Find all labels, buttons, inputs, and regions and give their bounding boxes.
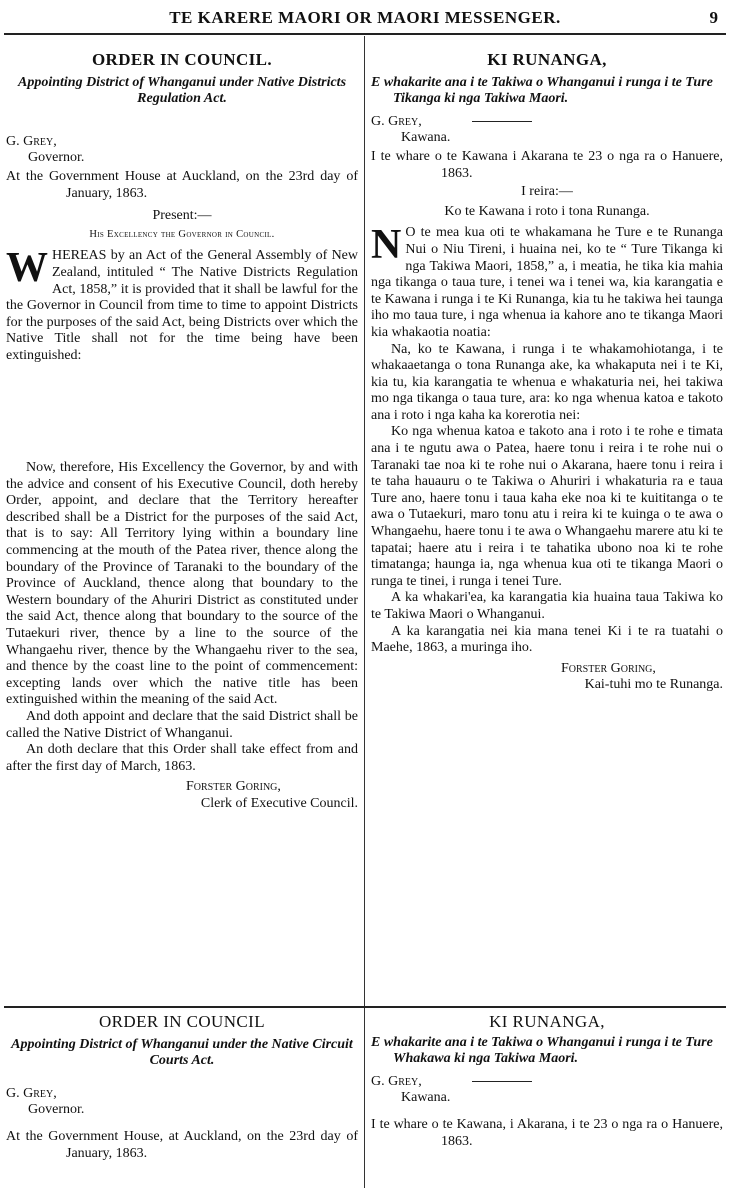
- newspaper-title: TE KARERE MAORI OR MAORI MESSENGER.: [169, 8, 561, 27]
- right-order1-effect: A ka karangatia nei kia mana tenei Ki i te ra tuatahi o Maehe, 1863, a muringa iho.: [371, 623, 723, 656]
- left-order1-effect: An doth declare that this Order shall take effect from and after the first day of March, 1863.: [6, 742, 358, 774]
- right-order1-heading: KI RUNANGA,: [487, 50, 607, 69]
- left-order2: [6, 1014, 358, 1162]
- right-order1-whereas-block: [371, 222, 723, 341]
- signature-dash: [472, 1081, 532, 1082]
- page-number: 9: [709, 8, 718, 27]
- left-order1-place-date: At the Government House at Auckland, on the 23rd day of January, 1863.: [6, 168, 358, 201]
- right-order1-appoint: A ka whakari'ea, ka karangatia kia huaina taua Takiwa ko te Takiwa Maori o Whanganui.: [371, 590, 723, 622]
- right-order2-signer-title: Kawana.: [401, 1090, 451, 1106]
- top-rule: [4, 33, 726, 35]
- right-order1-signer-name: G. Grey,: [371, 113, 422, 129]
- left-order1: [6, 52, 358, 365]
- right-order1-whereas: O te mea kua oti te whakamana he Ture e te Runanga Nui o Niu Tireni, i huaina nei, ko te “ Ture Tikanga ki nga Takiwa Maori, 1858,” a, i meatia, he tika kia mahia nga tikanga o taua ture, i tenei wa i tenei wa, kia karangatia e te Kawana i runga i te Ki Runanga, kia tu he takiwa hei taunga iho mo taua ture, i nga whenua ia kahore ano te tikanga Maori kia whakaotia noatia:: [371, 225, 723, 340]
- right-order1-clerk-title: Kai-tuhi mo te Runanga.: [584, 677, 723, 693]
- right-order1-present: I reira:—: [521, 184, 573, 200]
- left-order1-whereas: HEREAS by an Act of the General Assembly of New Zealand, intituled “ The Native Districts Regulation Act, 1858,” it is provided that it shall be lawful for the the Governor in Council from time to time to appoint Districts for the purposes of the said Act, being Districts over which the Native Title shall not for the time being have been extinguished:: [6, 248, 358, 363]
- left-order1-signer-title: Governor.: [28, 150, 85, 166]
- right-order2-signer: [371, 1074, 723, 1091]
- left-order1-body: [6, 460, 358, 812]
- right-order1-place-date: I te whare o te Kawana i Akarana te 23 o nga ra o Hanuere, 1863.: [371, 148, 723, 181]
- left-order1-appoint: And doth appoint and declare that the said District shall be called the Native District of Whanganui.: [6, 708, 358, 741]
- left-order1-heading: ORDER IN COUNCIL.: [91, 50, 273, 69]
- right-order2-signer-name: G. Grey,: [371, 1073, 422, 1089]
- left-order1-whereas-block: [6, 245, 358, 364]
- left-order1-now-therefore: Now, therefore, His Excellency the Governor, by and with the advice and consent of his Executive Council, doth hereby Order, appoint, and declare that the Territory hereafter described shall be a District for the purposes of the said Act, that is to say: All Territory lying within a boundary line commencing at the mouth of the Patea river, thence along the boundary of the Province of Taranaki to the boundary of the Province of Auckland, thence along that boundary to the Western boundary of the Ahuriri District as constituted under the said Act, thence along that boundary to the source of the Tutaekuri river, thence by a line to the source of the Whangaehu river, thence by the Whangaehu river to the sea, and thence by the coast line to the point of commencement: excepting lands over which the native title has been extinguished within the meaning of the said Act.: [6, 460, 358, 708]
- right-order1-boundary: Ko nga whenua katoa e takoto ana i roto i te rohe e timata ana i te ngutu awa o Patea, haere tonu i reira i te rohe nui o Taranaki tae noa ki te rohe nui o Akarana, haere tonu i reira i te taha hauauru o te Takiwa o Ahuriri i whakaturia ra e taua Ture ano, haere tonu i taua kaha eke noa ki te kuititanga o te awa o Tutaekuri, maro tonu atu i reira ki te kuinga o te awa o Whangaehu, haere tonu i te awa o Whangaehu marere atu ki te tapatai; haere atu i reira i te tahatika ubono noa ki te rohe timatanga; haunga ia, nga whenua kua oti te tikanga Maori o runga te tinei, i runga i tenei Ture.: [371, 424, 723, 589]
- left-order2-signer-title: Governor.: [28, 1102, 85, 1118]
- right-order2-subtitle: E whakarite ana i te Takiwa o Whanganui i runga i te Ture Whakawa ki nga Takiwa Maori.: [371, 1034, 713, 1067]
- left-order2-subtitle: Appointing District of Whanganui under the Native Circuit Courts Act.: [11, 1036, 353, 1069]
- signature-dash: [472, 121, 532, 122]
- left-order1-clerk-title: Clerk of Executive Council.: [200, 795, 358, 811]
- right-order2-heading: KI RUNANGA,: [489, 1012, 605, 1031]
- left-order2-heading: ORDER IN COUNCIL: [98, 1012, 265, 1031]
- right-order1: [371, 52, 723, 694]
- right-order1-signer: [371, 114, 723, 131]
- left-order2-place-date: At the Government House, at Auckland, on the 23rd day of January, 1863.: [6, 1128, 358, 1161]
- right-order1-clerk-name: Forster Goring,: [561, 660, 656, 676]
- left-order1-subtitle: Appointing District of Whanganui under Native Districts Regulation Act.: [17, 74, 347, 107]
- right-order1-subtitle: E whakarite ana i te Takiwa o Whanganui i runga i te Ture Tikanga ki nga Takiwa Maori.: [371, 74, 713, 107]
- right-order2-place-date: I te whare o te Kawana, i Akarana, i te 23 o nga ra o Hanuere, 1863.: [371, 1116, 723, 1149]
- left-order1-in-council: His Excellency the Governor in Council.: [89, 228, 275, 240]
- left-order2-signer: G. Grey,: [6, 1085, 57, 1101]
- right-order2: [371, 1014, 723, 1150]
- left-dropcap: W: [6, 245, 48, 292]
- section-divider-rule: [4, 1006, 726, 1008]
- left-order1-clerk-name: Forster Goring,: [186, 779, 281, 795]
- left-order1-present: Present:—: [152, 208, 212, 224]
- running-head: [0, 6, 730, 30]
- left-order1-signer: G. Grey,: [6, 133, 57, 149]
- column-divider: [364, 36, 365, 1188]
- right-dropcap: N: [371, 222, 402, 269]
- right-order1-signer-title: Kawana.: [401, 130, 451, 146]
- right-order1-in-council: Ko te Kawana i roto i tona Runanga.: [444, 203, 650, 219]
- right-order1-now-therefore: Na, ko te Kawana, i runga i te whakamohiotanga, i te whakaaetanga o tona Runanga ake, ka whakaputa nei i te Ki, kia tu, kia karangatia te whenua e whakaturia nei, hei takiwa mo nga tikanga o taua ture, ara: ko nga whenua katoa e takoto ana i roto i nga kaha ka korerotia nei:: [371, 341, 723, 423]
